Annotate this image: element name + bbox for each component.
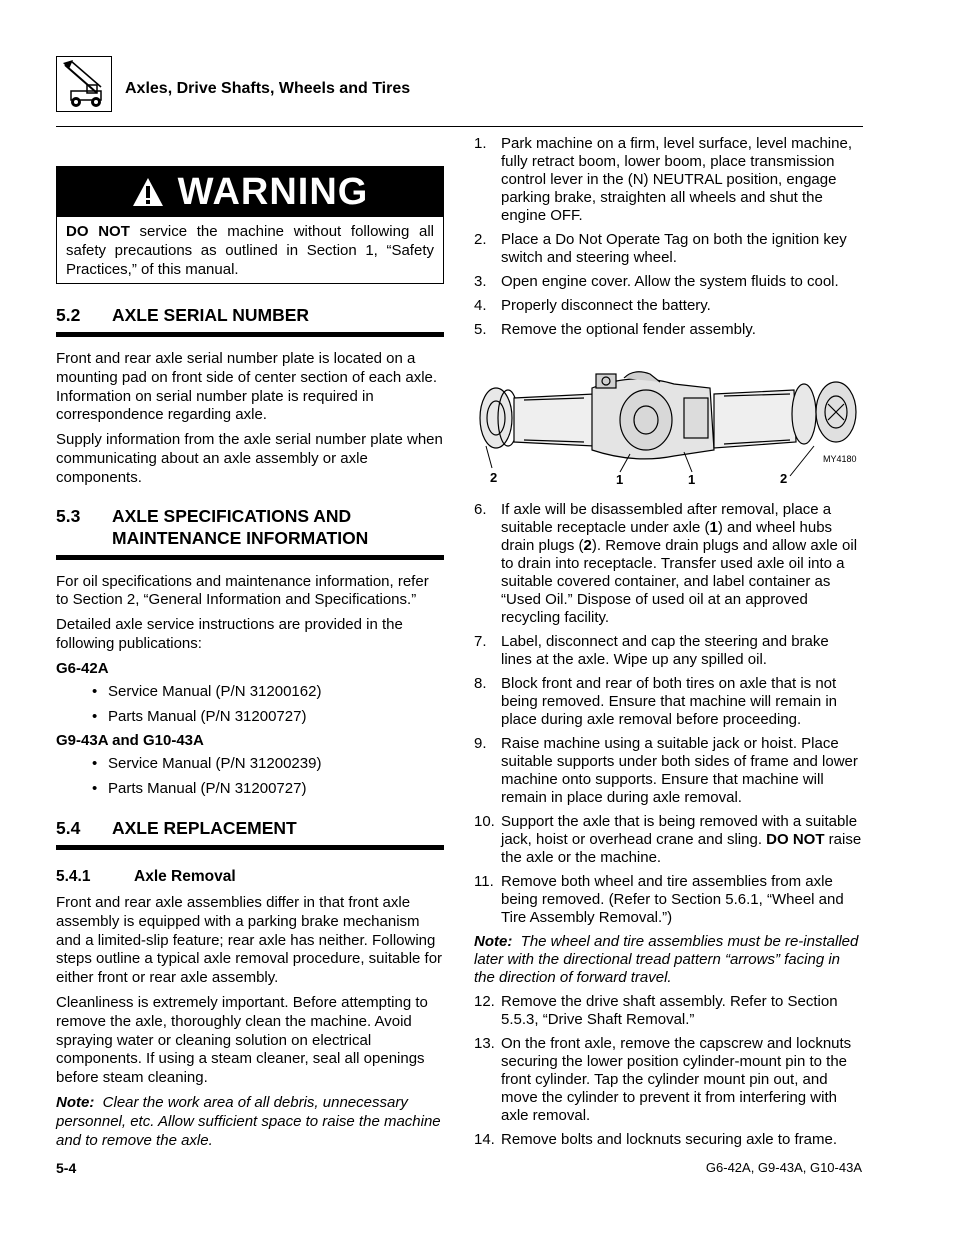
section-title: AXLE SPECIFICATIONS AND MAINTENANCE INFORMATION [112, 505, 369, 548]
warning-emphasis: DO NOT [66, 223, 130, 240]
step-item: 12. Remove the drive shaft assembly. Refer to Section 5.5.3, “Drive Shaft Removal.” [474, 993, 838, 1028]
warning-triangle-icon [132, 177, 164, 207]
callout-label: 2 [490, 470, 498, 485]
list-item: • Service Manual (P/N 31200239) [92, 755, 322, 773]
warning-body-text: service the machine without following all safety precautions as outlined in Section 1, “Safety Practices,” of this manual. [66, 223, 434, 278]
list-item: • Parts Manual (P/N 31200727) [92, 707, 307, 725]
step-item: 10. Support the axle that is being removed with a suitable jack, hoist or overhead crane and sling. DO NOT raise the axle or the machine. [474, 813, 862, 866]
warning-box [56, 166, 444, 284]
note: Note: Clear the work area of all debris, unnecessary personnel, etc. Allow sufficient space to raise the machine and to remove the axle. [56, 1093, 441, 1149]
list-item: • Parts Manual (P/N 31200727) [92, 780, 307, 798]
list-item: • Service Manual (P/N 31200162) [92, 682, 322, 700]
step-item: 3. Open engine cover. Allow the system fluids to cool. [474, 273, 839, 290]
callout-label: 1 [688, 472, 696, 487]
step-item: 7. Label, disconnect and cap the steering and brake lines at the axle. Wipe up any spilled oil. [474, 633, 829, 668]
paragraph: Cleanliness is extremely important. Before attempting to remove the axle, thoroughly clean the machine. Avoid spraying water or cleaning solution on electrical components. If using a steam cleaner, seal all openings before steam cleaning. [56, 993, 428, 1087]
step-item: 13. On the front axle, remove the capscrew and locknuts securing the lower position cylinder-mount pin to the front cylinder. Tap the cylinder mount pin out, and move the cylinder to prevent it from interfering with axle removal. [474, 1035, 852, 1124]
section-heading-5-3 [56, 505, 444, 560]
model-label: G6-42A [56, 659, 109, 677]
left-column [56, 166, 444, 1150]
footer-models: G6-42A, G9-43A, G10-43A [705, 1160, 862, 1175]
paragraph: For oil specifications and maintenance information, refer to Section 2, “General Information and Specifications.” [56, 572, 429, 609]
model-label: G9-43A and G10-43A [56, 732, 204, 750]
warning-header [57, 167, 443, 217]
paragraph: Front and rear axle serial number plate is located on a mounting pad on front side of center section of each axle. Information on serial number plate is required in correspondence regarding axle. [56, 350, 438, 424]
step-item: 9. Raise machine using a suitable jack or hoist. Place suitable supports under both sides of frame and lower machine onto supports. Ensure that machine will remain in place during axle removal. [474, 735, 858, 806]
step-item: 4. Properly disconnect the battery. [474, 297, 711, 314]
note: Note: The wheel and tire assemblies must be re-installed later with the directional tread pattern “arrows” facing in the direction of forward travel. [474, 933, 859, 986]
section-number: 5.2 [56, 305, 81, 325]
warning-text [57, 217, 443, 283]
section-number: 5.4 [56, 817, 81, 838]
figure-code: MY4180 [823, 454, 857, 464]
step-item: 8. Block front and rear of both tires on axle that is not being removed. Ensure that machine will remain in place during axle removal before proceeding. [474, 675, 837, 728]
right-column-steps-bottom [474, 501, 862, 1149]
telehandler-icon [57, 57, 110, 110]
warning-title: WARNING [177, 170, 369, 213]
step-item: 6. If axle will be disassembled after removal, place a suitable receptacle under axle (1) and wheel hubs drain plugs (2). Remove drain plugs and allow axle oil to drain into receptacle. Transfer used axle oil into a suitable covered container, and label container as “Used Oil.” Dispose of used oil at an approved recycling facility. [474, 501, 858, 626]
paragraph: Supply information from the axle serial number plate when communicating about an axle assembly or axle components. [56, 431, 443, 486]
subsection-number: 5.4.1 [56, 867, 91, 885]
manual-logo [56, 56, 112, 112]
step-item: 11. Remove both wheel and tire assemblies from axle being removed. (Refer to Section 5.6.1, “Wheel and Tire Assembly Removal.”) [474, 873, 844, 926]
paragraph: Detailed axle service instructions are provided in the following publications: [56, 616, 403, 652]
section-heading-5-2 [56, 304, 444, 337]
section-title: AXLE SERIAL NUMBER [112, 305, 310, 325]
step-item: 14. Remove bolts and locknuts securing axle to frame. [474, 1131, 837, 1148]
page-header-title: Axles, Drive Shafts, Wheels and Tires [125, 80, 411, 97]
section-number: 5.3 [56, 505, 81, 526]
step-item: 5. Remove the optional fender assembly. [474, 321, 756, 338]
axle-figure [474, 368, 862, 490]
step-item: 1. Park machine on a firm, level surface, level machine, fully retract boom, lower boom, place transmission control lever in the (N) NEUTRAL position, engage parking brake, straighten all wheels and shut the engine OFF. [474, 135, 852, 224]
axle-illustration [474, 368, 862, 490]
subsection-title: Axle Removal [134, 867, 236, 885]
right-column-steps-top [474, 135, 862, 339]
page-number: 5-4 [56, 1160, 77, 1176]
subsection-heading-5-4-1 [56, 868, 444, 886]
step-item: 2. Place a Do Not Operate Tag on both the ignition key switch and steering wheel. [474, 231, 847, 266]
section-title: AXLE REPLACEMENT [112, 817, 297, 838]
callout-label: 2 [780, 471, 788, 486]
section-heading-5-4 [56, 817, 444, 850]
header-rule [56, 126, 863, 127]
callout-label: 1 [616, 472, 624, 487]
paragraph: Front and rear axle assemblies differ in that front axle assembly is equipped with a parking brake mechanism and a limited-slip feature; rear axle has neither. Following steps outline a typical axle removal procedure, suitable for either front or rear axle assembly. [56, 893, 443, 987]
